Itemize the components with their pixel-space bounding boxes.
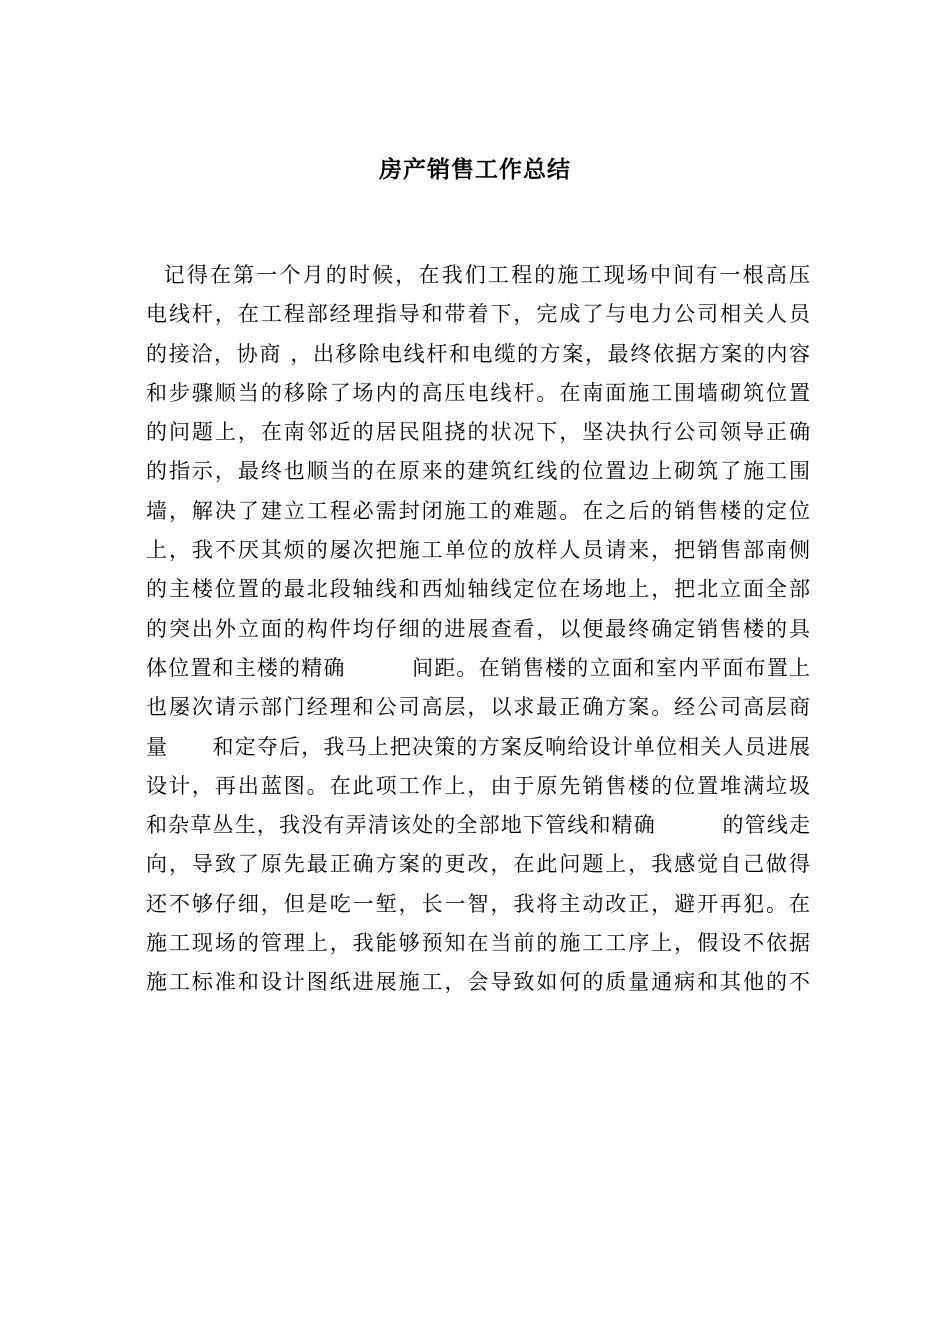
body-line: 电线杆，在工程部经理指导和带着下，完成了与电力公司相关人员 <box>146 302 810 327</box>
body-line: 还不够仔细，但是吃一堑，长一智，我将主动改正，避开再犯。在 <box>146 891 810 916</box>
body-line: 体位置和主楼的精确 间距。在销售楼的立面和室内平面布置上 <box>146 655 810 680</box>
body-line: 的接洽，协商 ，出移除电线杆和电缆的方案，最终依据方案的内容 <box>146 341 810 366</box>
document-title: 房产销售工作总结 <box>379 156 571 183</box>
body-line: 和步骤顺当的移除了场内的高压电线杆。在南面施工围墙砌筑位置 <box>146 380 810 405</box>
body-line: 墙，解决了建立工程必需封闭施工的难题。在之后的销售楼的定位 <box>146 498 810 523</box>
body-line: 施工标准和设计图纸进展施工，会导致如何的质量通病和其他的不 <box>146 970 810 995</box>
document-body <box>146 256 810 1003</box>
body-line: 和杂草丛生，我没有弄清该处的全部地下管线和精确 的管线走 <box>146 813 810 838</box>
body-line: 也屡次请示部门经理和公司高层，以求最正确方案。经公司高层商 <box>146 695 810 720</box>
body-line: 向，导致了原先最正确方案的更改，在此问题上，我感觉自己做得 <box>146 852 810 877</box>
body-line: 施工现场的管理上，我能够预知在当前的施工工序上，假设不依据 <box>146 931 810 956</box>
body-line: 的指示，最终也顺当的在原来的建筑红线的位置边上砌筑了施工围 <box>146 459 810 484</box>
body-line: 的问题上，在南邻近的居民阻挠的状况下，坚决执行公司领导正确 <box>146 420 810 445</box>
body-line: 量 和定夺后，我马上把决策的方案反响给设计单位相关人员进展 <box>146 734 810 759</box>
body-line: 设计，再出蓝图。在此项工作上，由于原先销售楼的位置堆满垃圾 <box>146 773 810 798</box>
body-line: 的突出外立面的构件均仔细的进展查看，以便最终确定销售楼的具 <box>146 616 810 641</box>
body-line: 上，我不厌其烦的屡次把施工单位的放样人员请来，把销售部南侧 <box>146 538 810 563</box>
body-line: 的主楼位置的最北段轴线和西灿轴线定位在场地上，把北立面全部 <box>146 577 810 602</box>
body-line: 记得在第一个月的时候，在我们工程的施工现场中间有一根高压 <box>146 263 810 287</box>
